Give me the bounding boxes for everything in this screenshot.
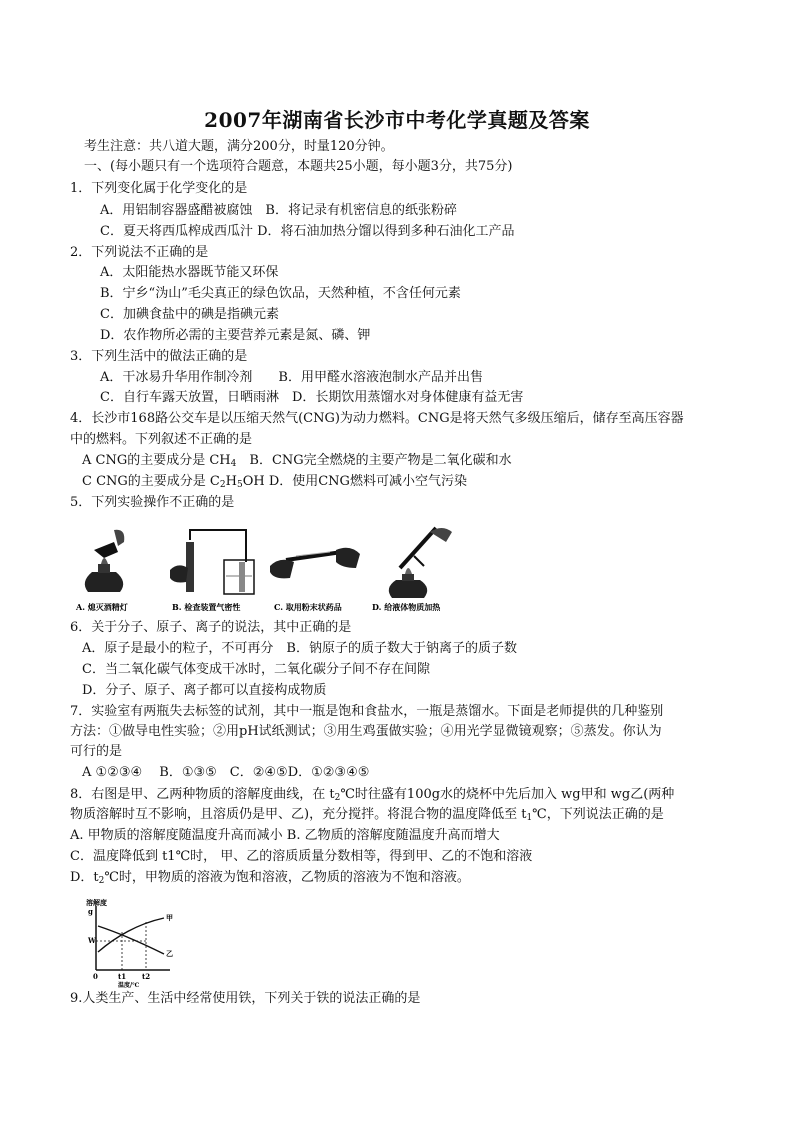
formula-part: H (225, 474, 237, 489)
subscript: 2 (98, 876, 105, 886)
text-part: D．t (70, 870, 99, 885)
text-part: 8．右图是甲、乙两种物质的溶解度曲线，在 t (70, 787, 335, 802)
question-8-option-c: C．温度降低到 t1℃时， 甲、乙的溶质质量分数相等，得到甲、乙的不饱和溶液 (70, 849, 533, 864)
question-4-stem-line2: 中的燃料。下列叙述不正确的是 (70, 432, 253, 447)
graph-jia-label: 甲 (166, 913, 173, 922)
graph-yi-label: 乙 (166, 949, 173, 958)
question-4-options-ab (82, 452, 512, 470)
question-8-line2 (70, 806, 664, 824)
question-3-options-ab: A．干冰易升华用作制冷剂 B．用甲醛水溶液泡制水产品并出售 (100, 370, 483, 385)
subscript: 1 (526, 813, 533, 823)
question-8-option-d (70, 869, 470, 887)
page-title: 2007年湖南省长沙市中考化学真题及答案 (204, 108, 590, 132)
text-part: ℃时往盛有100g水的烧杯中先后加入 wg甲和 wg乙(两种 (340, 787, 675, 802)
subscript: 4 (230, 459, 237, 469)
graph-xlabel: 温度/℃ (118, 982, 140, 988)
powder-illustration (270, 548, 360, 579)
graph-t1: t1 (118, 972, 127, 981)
question-3-stem: 3．下列生活中的做法正确的是 (70, 349, 248, 364)
question-2-option-b: B．宁乡“沩山”毛尖真正的绿色饮品，天然种植，不含任何元素 (100, 286, 461, 301)
question-4-options-cd (82, 473, 467, 491)
solubility-graph (84, 896, 184, 988)
question-6-option-c: C．当二氧化碳气体变成干冰时，二氧化碳分子间不存在间隙 (82, 662, 430, 677)
question-7-line1: 7．实验室有两瓶失去标签的试剂，其中一瓶是饱和食盐水，一瓶是蒸馏水。下面是老师提供的几种鉴别 (70, 704, 664, 719)
subscript: 2 (334, 793, 341, 803)
question-8-line1 (70, 786, 674, 804)
graph-w-label: W (88, 936, 96, 945)
graph-ylabel: 溶解度 (86, 898, 107, 907)
graph-yunit: g (88, 907, 93, 916)
question-1-options-ab: A．用铝制容器盛醋被腐蚀 B．将记录有机密信息的纸张粉碎 (100, 203, 457, 218)
question-7-line2: 方法：①做导电性实验；②用pH试纸测试；③用生鸡蛋做实验；④用光学显微镜观察；⑤蒸发。你认为 (70, 724, 662, 739)
figure-caption-a: A. 熄灭酒精灯 (76, 602, 128, 612)
question-2-stem: 2．下列说法不正确的是 (70, 245, 209, 260)
lab-operations-figure (74, 522, 464, 614)
question-4-option-a: A CNG的主要成分是 CH (82, 453, 231, 468)
question-2-option-d: D．农作物所必需的主要营养元素是氮、磷、钾 (100, 328, 371, 343)
question-6-stem: 6．关于分子、原子、离子的说法，其中正确的是 (70, 620, 352, 635)
question-4-option-b: B．CNG完全燃烧的主要产物是二氧化碳和水 (236, 453, 512, 468)
figure-caption-c: C. 取用粉末状药品 (274, 602, 342, 612)
text-part: ℃时，甲物质的溶液为饱和溶液，乙物质的溶液为不饱和溶液。 (104, 870, 470, 885)
graph-origin: 0 (93, 972, 98, 981)
question-1-options-cd: C．夏天将西瓜榨成西瓜汁 D．将石油加热分馏以得到多种石油化工产品 (100, 224, 515, 239)
question-2-option-a: A．太阳能热水器既节能又环保 (100, 265, 279, 280)
exam-notice: 考生注意：共八道大题，满分200分，时量120分钟。 (84, 139, 394, 154)
subscript: 5 (236, 480, 243, 490)
question-6-options-ab: A．原子是最小的粒子，不可再分 B．钠原子的质子数大于钠离子的质子数 (82, 641, 517, 656)
alcohol-lamp-illustration (85, 530, 124, 592)
question-2-option-c: C．加碘食盐中的碘是指碘元素 (100, 307, 279, 322)
curve-jia (98, 918, 164, 952)
question-4-option-c: C CNG的主要成分是 C (82, 474, 220, 489)
question-8-options-ab: A. 甲物质的溶解度随温度升高而减小 B. 乙物质的溶解度随温度升高而增大 (70, 828, 500, 843)
section-heading: 一、(每小题只有一个选项符合题意，本题共25小题，每小题3分，共75分) (84, 159, 513, 174)
question-7-line3: 可行的是 (70, 744, 123, 759)
question-6-option-d: D．分子、原子、离子都可以直接构成物质 (82, 683, 327, 698)
question-3-options-cd: C．自行车露天放置，日晒雨淋 D．长期饮用蒸馏水对身体健康有益无害 (100, 390, 524, 405)
subscript: 2 (219, 480, 226, 490)
question-9-stem: 9.人类生产、生活中经常使用铁，下列关于铁的说法正确的是 (70, 991, 421, 1006)
question-7-options: A ①②③④ B．①③⑤ C．②④⑤D．①②③④⑤ (82, 765, 370, 780)
text-part: 物质溶解时互不影响，且溶质仍是甲、乙)，充分搅拌。将混合物的温度降低至 t (70, 807, 527, 822)
graph-t2: t2 (142, 972, 151, 981)
figure-caption-b: B. 检查装置气密性 (172, 602, 241, 612)
gas-tightness-illustration (170, 530, 254, 594)
text-part: ℃，下列说法正确的是 (532, 807, 664, 822)
figure-caption-d: D. 给液体物质加热 (372, 602, 441, 612)
question-4-option-d: OH D．使用CNG燃料可减小空气污染 (242, 474, 467, 489)
question-1-stem: 1．下列变化属于化学变化的是 (70, 181, 248, 196)
question-4-stem-line1: 4．长沙市168路公交车是以压缩天然气(CNG)为动力燃料。CNG是将天然气多级压缩后，储存至高压容器 (70, 411, 684, 426)
question-5-stem: 5．下列实验操作不正确的是 (70, 495, 235, 510)
heating-illustration (389, 528, 452, 598)
